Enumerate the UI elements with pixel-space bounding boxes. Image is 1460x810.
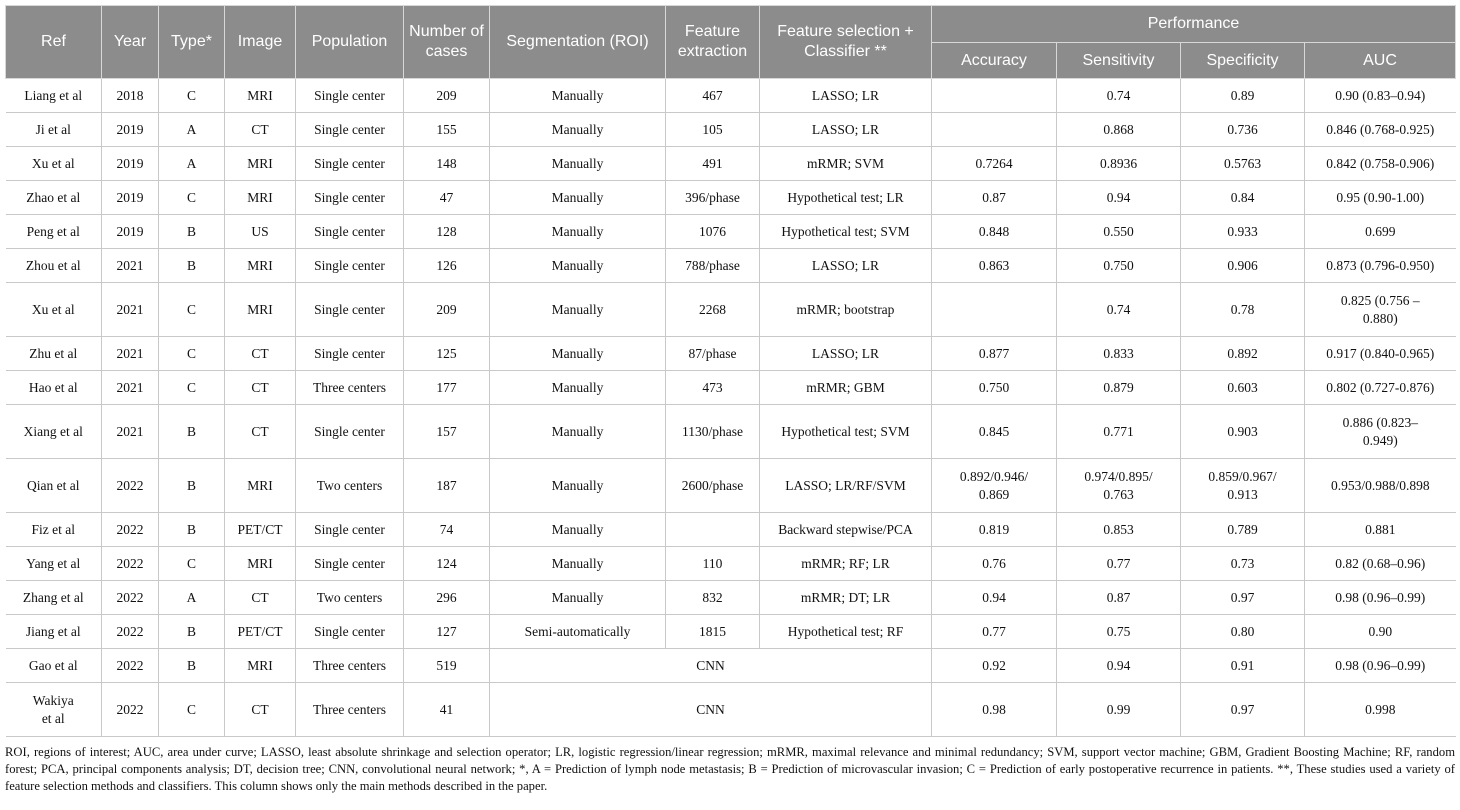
- header-type: Type*: [159, 6, 225, 79]
- cell-auc: 0.917 (0.840-0.965): [1305, 337, 1456, 371]
- cell-cases: 47: [404, 181, 490, 215]
- cell-cases: 74: [404, 513, 490, 547]
- cell-accuracy: [932, 79, 1057, 113]
- cell-auc: 0.825 (0.756 –0.880): [1305, 283, 1456, 337]
- header-year: Year: [102, 6, 159, 79]
- cell-type: A: [159, 581, 225, 615]
- cell-accuracy: 0.892/0.946/ 0.869: [932, 459, 1057, 513]
- cell-cases: 124: [404, 547, 490, 581]
- cell-year: 2019: [102, 181, 159, 215]
- cell-sensitivity: 0.868: [1057, 113, 1181, 147]
- cell-ref: Xu et al: [6, 147, 102, 181]
- cell-sensitivity: 0.8936: [1057, 147, 1181, 181]
- cell-image: MRI: [225, 147, 296, 181]
- cell-accuracy: 0.877: [932, 337, 1057, 371]
- table-row: [6, 283, 1456, 337]
- header-feature-selection: Feature selection + Classifier **: [760, 6, 932, 79]
- cell-year: 2019: [102, 215, 159, 249]
- cell-segmentation: Manually: [490, 113, 666, 147]
- table-row: [6, 147, 1456, 181]
- cell-accuracy: 0.848: [932, 215, 1057, 249]
- cell-accuracy: 0.76: [932, 547, 1057, 581]
- cell-type: B: [159, 215, 225, 249]
- cell-specificity: 0.84: [1181, 181, 1305, 215]
- cell-ref: Hao et al: [6, 371, 102, 405]
- cell-extraction: 1076: [666, 215, 760, 249]
- cell-extraction: 396/phase: [666, 181, 760, 215]
- cell-specificity: 0.789: [1181, 513, 1305, 547]
- cell-year: 2021: [102, 405, 159, 459]
- cell-accuracy: [932, 113, 1057, 147]
- cell-image: CT: [225, 581, 296, 615]
- cell-population: Single center: [296, 615, 404, 649]
- cell-ref: Wakiya et al: [6, 683, 102, 737]
- cell-population: Two centers: [296, 581, 404, 615]
- cell-extraction: 491: [666, 147, 760, 181]
- cell-population: Single center: [296, 79, 404, 113]
- cell-extraction: 1815: [666, 615, 760, 649]
- cell-type: B: [159, 615, 225, 649]
- cell-auc: 0.98 (0.96–0.99): [1305, 581, 1456, 615]
- cell-auc: 0.802 (0.727-0.876): [1305, 371, 1456, 405]
- cell-extraction: 788/phase: [666, 249, 760, 283]
- cell-accuracy: 0.7264: [932, 147, 1057, 181]
- cell-type: B: [159, 649, 225, 683]
- cell-selection: mRMR; bootstrap: [760, 283, 932, 337]
- cell-population: Single center: [296, 513, 404, 547]
- cell-year: 2021: [102, 249, 159, 283]
- cell-selection: Backward stepwise/PCA: [760, 513, 932, 547]
- cell-selection: Hypothetical test; SVM: [760, 215, 932, 249]
- cell-extraction: 2268: [666, 283, 760, 337]
- cell-population: Three centers: [296, 683, 404, 737]
- cell-ref: Jiang et al: [6, 615, 102, 649]
- cell-image: MRI: [225, 249, 296, 283]
- cell-image: MRI: [225, 459, 296, 513]
- header-number-of-cases: Number of cases: [404, 6, 490, 79]
- cell-ref: Qian et al: [6, 459, 102, 513]
- cell-accuracy: 0.863: [932, 249, 1057, 283]
- cell-cases: 128: [404, 215, 490, 249]
- cell-segmentation: Manually: [490, 405, 666, 459]
- table-row: [6, 215, 1456, 249]
- table-row: [6, 371, 1456, 405]
- cell-specificity: 0.89: [1181, 79, 1305, 113]
- cell-specificity: 0.859/0.967/ 0.913: [1181, 459, 1305, 513]
- table-footnote: ROI, regions of interest; AUC, area under curve; LASSO, least absolute shrinkage and selection operator; LR, logistic regression/linear regression; mRMR, maximal relevance and minimal redundancy; SVM, support vector machine; GBM, Gradient Boosting Machine; RF, random forest; PCA, principal components analysis; DT, decision tree; CNN, convolutional neural network; *, A = Prediction of lymph node metastasis; B = Prediction of microvascular invasion; C = Prediction of early postoperative recurrence in patients. **, These studies used a variety of feature selection methods and classifiers. This column shows only the main methods described in the paper.: [5, 745, 1455, 793]
- cell-population: Single center: [296, 283, 404, 337]
- cell-specificity: 0.603: [1181, 371, 1305, 405]
- cell-year: 2022: [102, 615, 159, 649]
- cell-auc: 0.90: [1305, 615, 1456, 649]
- cell-segmentation: Manually: [490, 249, 666, 283]
- cell-segmentation: Manually: [490, 215, 666, 249]
- cell-specificity: 0.5763: [1181, 147, 1305, 181]
- cell-cases: 127: [404, 615, 490, 649]
- cell-population: Single center: [296, 181, 404, 215]
- cell-image: CT: [225, 683, 296, 737]
- cell-cases: 209: [404, 283, 490, 337]
- table-row: [6, 249, 1456, 283]
- table-container: [5, 5, 1455, 795]
- cell-sensitivity: 0.99: [1057, 683, 1181, 737]
- cell-ref: Zhang et al: [6, 581, 102, 615]
- cell-accuracy: 0.98: [932, 683, 1057, 737]
- cell-segmentation: Manually: [490, 547, 666, 581]
- cell-population: Single center: [296, 113, 404, 147]
- cell-accuracy: 0.77: [932, 615, 1057, 649]
- cell-cases: 155: [404, 113, 490, 147]
- cell-selection: LASSO; LR: [760, 337, 932, 371]
- cell-extraction: 467: [666, 79, 760, 113]
- cell-extraction: 473: [666, 371, 760, 405]
- cell-auc: 0.98 (0.96–0.99): [1305, 649, 1456, 683]
- cell-auc: 0.90 (0.83–0.94): [1305, 79, 1456, 113]
- cell-image: CT: [225, 371, 296, 405]
- cell-ref: Fiz et al: [6, 513, 102, 547]
- cell-sensitivity: 0.974/0.895/ 0.763: [1057, 459, 1181, 513]
- radiomics-studies-table: [5, 5, 1456, 737]
- cell-extraction: 1130/phase: [666, 405, 760, 459]
- cell-ref: Zhao et al: [6, 181, 102, 215]
- cell-image: US: [225, 215, 296, 249]
- cell-accuracy: 0.94: [932, 581, 1057, 615]
- cell-ref: Xu et al: [6, 283, 102, 337]
- cell-type: C: [159, 683, 225, 737]
- cell-selection: mRMR; SVM: [760, 147, 932, 181]
- cell-sensitivity: 0.94: [1057, 649, 1181, 683]
- cell-type: C: [159, 79, 225, 113]
- cell-accuracy: 0.845: [932, 405, 1057, 459]
- cell-extraction: 105: [666, 113, 760, 147]
- cell-ref: Liang et al: [6, 79, 102, 113]
- cell-year: 2022: [102, 649, 159, 683]
- cell-type: A: [159, 147, 225, 181]
- table-row: [6, 513, 1456, 547]
- cell-cases: 125: [404, 337, 490, 371]
- cell-population: Single center: [296, 337, 404, 371]
- cell-specificity: 0.73: [1181, 547, 1305, 581]
- cell-image: MRI: [225, 649, 296, 683]
- cell-type: A: [159, 113, 225, 147]
- cell-extraction: 832: [666, 581, 760, 615]
- cell-type: C: [159, 547, 225, 581]
- cell-specificity: 0.97: [1181, 683, 1305, 737]
- table-row: [6, 405, 1456, 459]
- table-row: [6, 547, 1456, 581]
- cell-specificity: 0.892: [1181, 337, 1305, 371]
- cell-cases: 41: [404, 683, 490, 737]
- cell-segmentation: Manually: [490, 147, 666, 181]
- header-segmentation: Segmentation (ROI): [490, 6, 666, 79]
- table-body: [6, 79, 1456, 737]
- table-row: [6, 649, 1456, 683]
- cell-population: Single center: [296, 405, 404, 459]
- cell-selection: LASSO; LR: [760, 79, 932, 113]
- cell-image: PET/CT: [225, 513, 296, 547]
- cell-ref: Xiang et al: [6, 405, 102, 459]
- cell-specificity: 0.906: [1181, 249, 1305, 283]
- header-feature-extraction: Feature extraction: [666, 6, 760, 79]
- cell-segmentation: Manually: [490, 581, 666, 615]
- cell-year: 2019: [102, 147, 159, 181]
- cell-sensitivity: 0.771: [1057, 405, 1181, 459]
- cell-sensitivity: 0.74: [1057, 283, 1181, 337]
- header-ref: Ref: [6, 6, 102, 79]
- cell-specificity: 0.80: [1181, 615, 1305, 649]
- header-auc: AUC: [1305, 43, 1456, 79]
- table-row: [6, 79, 1456, 113]
- cell-cases: 519: [404, 649, 490, 683]
- cell-specificity: 0.903: [1181, 405, 1305, 459]
- header-sensitivity: Sensitivity: [1057, 43, 1181, 79]
- cell-selection: mRMR; DT; LR: [760, 581, 932, 615]
- header-population: Population: [296, 6, 404, 79]
- cell-specificity: 0.736: [1181, 113, 1305, 147]
- cell-image: PET/CT: [225, 615, 296, 649]
- table-row: [6, 181, 1456, 215]
- cell-selection: LASSO; LR: [760, 113, 932, 147]
- cell-method-cnn: CNN: [490, 683, 932, 737]
- cell-image: MRI: [225, 547, 296, 581]
- cell-auc: 0.95 (0.90-1.00): [1305, 181, 1456, 215]
- cell-auc: 0.842 (0.758-0.906): [1305, 147, 1456, 181]
- cell-type: C: [159, 371, 225, 405]
- cell-cases: 296: [404, 581, 490, 615]
- cell-sensitivity: 0.853: [1057, 513, 1181, 547]
- cell-type: B: [159, 459, 225, 513]
- cell-accuracy: [932, 283, 1057, 337]
- cell-selection: Hypothetical test; LR: [760, 181, 932, 215]
- cell-sensitivity: 0.74: [1057, 79, 1181, 113]
- cell-year: 2022: [102, 459, 159, 513]
- cell-segmentation: Manually: [490, 181, 666, 215]
- cell-auc: 0.998: [1305, 683, 1456, 737]
- cell-cases: 177: [404, 371, 490, 405]
- cell-accuracy: 0.87: [932, 181, 1057, 215]
- cell-sensitivity: 0.879: [1057, 371, 1181, 405]
- cell-cases: 209: [404, 79, 490, 113]
- header-accuracy: Accuracy: [932, 43, 1057, 79]
- cell-ref: Ji et al: [6, 113, 102, 147]
- cell-selection: mRMR; RF; LR: [760, 547, 932, 581]
- cell-segmentation: Manually: [490, 513, 666, 547]
- cell-cases: 126: [404, 249, 490, 283]
- cell-cases: 187: [404, 459, 490, 513]
- cell-cases: 157: [404, 405, 490, 459]
- cell-segmentation: Manually: [490, 459, 666, 513]
- cell-cases: 148: [404, 147, 490, 181]
- cell-segmentation: Manually: [490, 337, 666, 371]
- cell-selection: mRMR; GBM: [760, 371, 932, 405]
- cell-extraction: 87/phase: [666, 337, 760, 371]
- cell-segmentation: Semi-automatically: [490, 615, 666, 649]
- cell-method-cnn: CNN: [490, 649, 932, 683]
- cell-population: Single center: [296, 215, 404, 249]
- table-row: [6, 581, 1456, 615]
- cell-auc: 0.82 (0.68–0.96): [1305, 547, 1456, 581]
- cell-image: CT: [225, 113, 296, 147]
- cell-ref: Gao et al: [6, 649, 102, 683]
- cell-specificity: 0.97: [1181, 581, 1305, 615]
- cell-auc: 0.846 (0.768-0.925): [1305, 113, 1456, 147]
- cell-specificity: 0.91: [1181, 649, 1305, 683]
- cell-year: 2022: [102, 513, 159, 547]
- cell-population: Single center: [296, 249, 404, 283]
- cell-accuracy: 0.750: [932, 371, 1057, 405]
- cell-accuracy: 0.819: [932, 513, 1057, 547]
- cell-auc: 0.881: [1305, 513, 1456, 547]
- cell-selection: Hypothetical test; SVM: [760, 405, 932, 459]
- table-row: [6, 113, 1456, 147]
- cell-year: 2022: [102, 683, 159, 737]
- cell-population: Two centers: [296, 459, 404, 513]
- cell-sensitivity: 0.94: [1057, 181, 1181, 215]
- cell-ref: Zhu et al: [6, 337, 102, 371]
- cell-image: MRI: [225, 283, 296, 337]
- cell-extraction: 2600/phase: [666, 459, 760, 513]
- cell-selection: LASSO; LR: [760, 249, 932, 283]
- cell-image: CT: [225, 337, 296, 371]
- cell-type: C: [159, 283, 225, 337]
- cell-segmentation: Manually: [490, 283, 666, 337]
- table-row: [6, 459, 1456, 513]
- cell-sensitivity: 0.87: [1057, 581, 1181, 615]
- cell-population: Three centers: [296, 371, 404, 405]
- table-row: [6, 337, 1456, 371]
- cell-auc: 0.699: [1305, 215, 1456, 249]
- cell-segmentation: Manually: [490, 371, 666, 405]
- cell-image: MRI: [225, 181, 296, 215]
- cell-sensitivity: 0.75: [1057, 615, 1181, 649]
- cell-auc: 0.873 (0.796-0.950): [1305, 249, 1456, 283]
- cell-ref: Peng et al: [6, 215, 102, 249]
- cell-sensitivity: 0.833: [1057, 337, 1181, 371]
- cell-year: 2022: [102, 581, 159, 615]
- cell-segmentation: Manually: [490, 79, 666, 113]
- cell-population: Single center: [296, 147, 404, 181]
- cell-selection: LASSO; LR/RF/SVM: [760, 459, 932, 513]
- table-row: [6, 683, 1456, 737]
- header-specificity: Specificity: [1181, 43, 1305, 79]
- cell-type: C: [159, 181, 225, 215]
- cell-year: 2021: [102, 283, 159, 337]
- header-row-1: [6, 6, 1456, 43]
- cell-sensitivity: 0.77: [1057, 547, 1181, 581]
- cell-year: 2021: [102, 337, 159, 371]
- cell-accuracy: 0.92: [932, 649, 1057, 683]
- cell-type: B: [159, 513, 225, 547]
- cell-specificity: 0.933: [1181, 215, 1305, 249]
- cell-year: 2022: [102, 547, 159, 581]
- cell-image: MRI: [225, 79, 296, 113]
- cell-extraction: [666, 513, 760, 547]
- cell-ref: Yang et al: [6, 547, 102, 581]
- cell-ref: Zhou et al: [6, 249, 102, 283]
- cell-sensitivity: 0.550: [1057, 215, 1181, 249]
- cell-type: B: [159, 249, 225, 283]
- header-performance: Performance: [932, 6, 1456, 43]
- cell-auc: 0.953/0.988/0.898: [1305, 459, 1456, 513]
- cell-population: Single center: [296, 547, 404, 581]
- cell-type: B: [159, 405, 225, 459]
- cell-specificity: 0.78: [1181, 283, 1305, 337]
- cell-extraction: 110: [666, 547, 760, 581]
- cell-auc: 0.886 (0.823–0.949): [1305, 405, 1456, 459]
- header-image: Image: [225, 6, 296, 79]
- cell-image: CT: [225, 405, 296, 459]
- cell-population: Three centers: [296, 649, 404, 683]
- cell-year: 2018: [102, 79, 159, 113]
- cell-year: 2019: [102, 113, 159, 147]
- table-row: [6, 615, 1456, 649]
- cell-year: 2021: [102, 371, 159, 405]
- cell-selection: Hypothetical test; RF: [760, 615, 932, 649]
- cell-sensitivity: 0.750: [1057, 249, 1181, 283]
- cell-type: C: [159, 337, 225, 371]
